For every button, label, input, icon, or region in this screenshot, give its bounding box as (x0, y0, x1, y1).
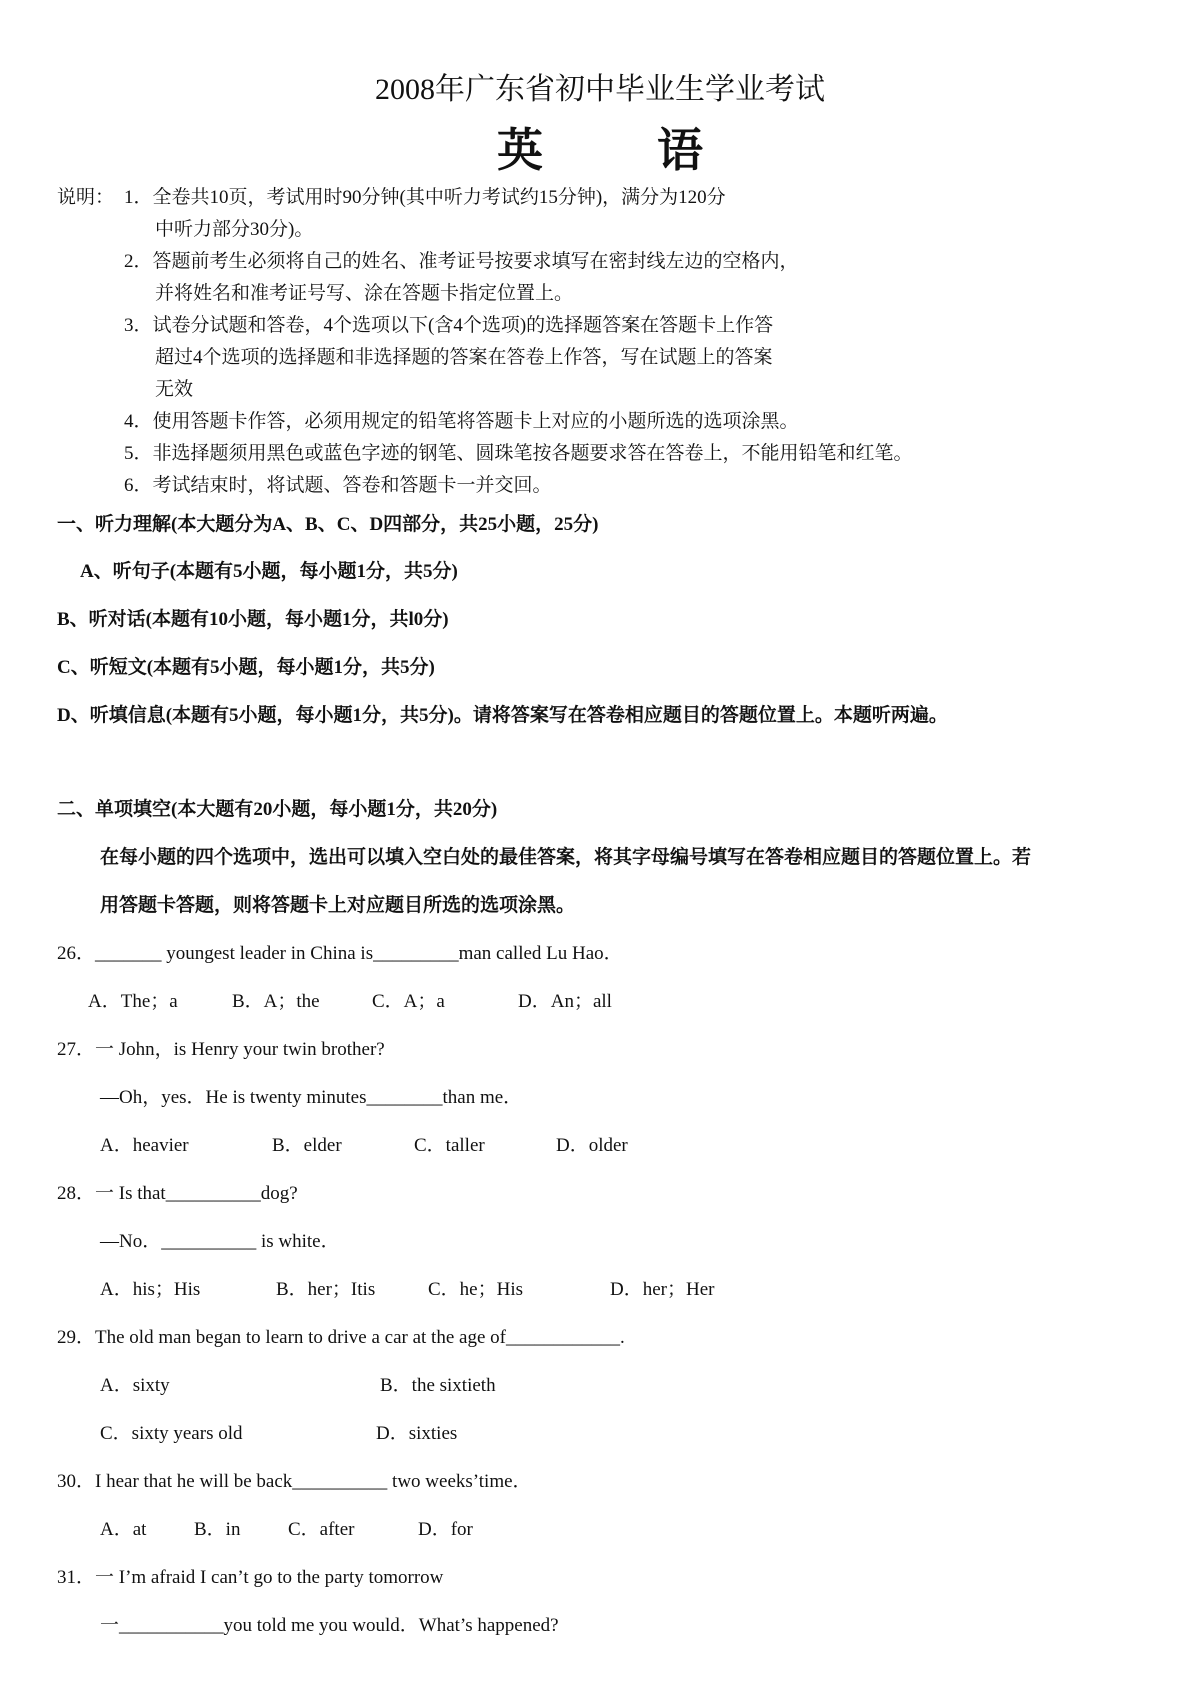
question-stem: 28．一 Is that__________dog? (57, 1183, 298, 1204)
question-stem: 29．The old man began to learn to drive a car at the age of____________. (57, 1327, 625, 1348)
instruction-line: 5．非选择题须用黑色或蓝色字迹的钢笔、圆珠笔按各题要求答在答卷上，不能用铅笔和红笔。 (124, 443, 913, 464)
question-response: —No．__________ is white． (100, 1231, 340, 1252)
section-heading: 一、听力理解(本大题分为A、B、C、D四部分，共25小题，25分) (57, 514, 599, 535)
part-heading: A、听句子(本题有5小题，每小题1分，共5分) (80, 561, 458, 582)
instructions-label: 说明： (57, 187, 115, 208)
option-a: A．sixty (100, 1375, 170, 1396)
option-b: B．A；the (232, 991, 320, 1012)
option-d: D．sixties (376, 1423, 458, 1444)
subject-title: 英 语 (497, 125, 737, 176)
option-a: A．heavier (100, 1135, 189, 1156)
option-d: D．An；all (518, 991, 612, 1012)
question-stem: 31．一 I’m afraid I can’t go to the party tomorrow (57, 1567, 444, 1588)
question-response: —Oh，yes．He is twenty minutes________than me． (100, 1087, 523, 1108)
option-c: C．sixty years old (100, 1423, 243, 1444)
instruction-line: 并将姓名和准考证号写、涂在答题卡指定位置上。 (155, 283, 574, 304)
instruction-line: 中听力部分30分)。 (155, 219, 314, 240)
option-b: B．in (194, 1519, 241, 1540)
instruction-line: 6．考试结束时，将试题、答卷和答题卡一并交回。 (124, 475, 552, 496)
part-heading: D、听填信息(本题有5小题，每小题1分，共5分)。请将答案写在答卷相应题目的答题位置上。本题听两遍。 (57, 705, 948, 726)
question-stem: 26．_______ youngest leader in China is_________man called Lu Hao． (57, 943, 623, 964)
instruction-line: 无效 (155, 379, 194, 400)
option-a: A．his；His (100, 1279, 201, 1300)
option-a: A．at (100, 1519, 147, 1540)
option-c: C．A；a (372, 991, 445, 1012)
question-stem: 27．一 John，is Henry your twin brother? (57, 1039, 385, 1060)
option-d: D．her；Her (610, 1279, 715, 1300)
part-heading: C、听短文(本题有5小题，每小题1分，共5分) (57, 657, 435, 678)
instruction-line: 超过4个选项的选择题和非选择题的答案在答卷上作答，写在试题上的答案 (155, 347, 773, 368)
option-d: D．older (556, 1135, 628, 1156)
instruction-line: 3．试卷分试题和答卷，4个选项以下(含4个选项)的选择题答案在答题卡上作答 (124, 315, 774, 336)
part-heading: B、听对话(本题有10小题，每小题1分，共l0分) (57, 609, 449, 630)
option-c: C．he；His (428, 1279, 524, 1300)
section-directions: 在每小题的四个选项中，选出可以填入空白处的最佳答案，将其字母编号填写在答卷相应题目的答题位置上。若 (100, 847, 1032, 868)
option-d: D．for (418, 1519, 473, 1540)
instruction-line: 4．使用答题卡作答，必须用规定的铅笔将答题卡上对应的小题所选的选项涂黑。 (124, 411, 799, 432)
question-stem: 30．I hear that he will be back__________ two weeks’time． (57, 1471, 532, 1492)
option-c: C．after (288, 1519, 355, 1540)
option-c: C．taller (414, 1135, 485, 1156)
option-b: B．elder (272, 1135, 342, 1156)
instruction-line: 1．全卷共10页，考试用时90分钟(其中听力考试约15分钟)，满分为120分 (124, 187, 726, 208)
instruction-line: 2．答题前考生必须将自己的姓名、准考证号按要求填写在密封线左边的空格内， (124, 251, 799, 272)
option-b: B．her；Itis (276, 1279, 376, 1300)
option-b: B．the sixtieth (380, 1375, 496, 1396)
question-response: 一___________you told me you would．What’s happened? (100, 1615, 559, 1636)
option-a: A．The；a (88, 991, 178, 1012)
exam-title: 2008年广东省初中毕业生学业考试 (375, 73, 825, 106)
section-directions: 用答题卡答题，则将答题卡上对应题目所选的选项涂黑。 (100, 895, 576, 916)
section-heading: 二、单项填空(本大题有20小题，每小题1分，共20分) (57, 799, 498, 820)
